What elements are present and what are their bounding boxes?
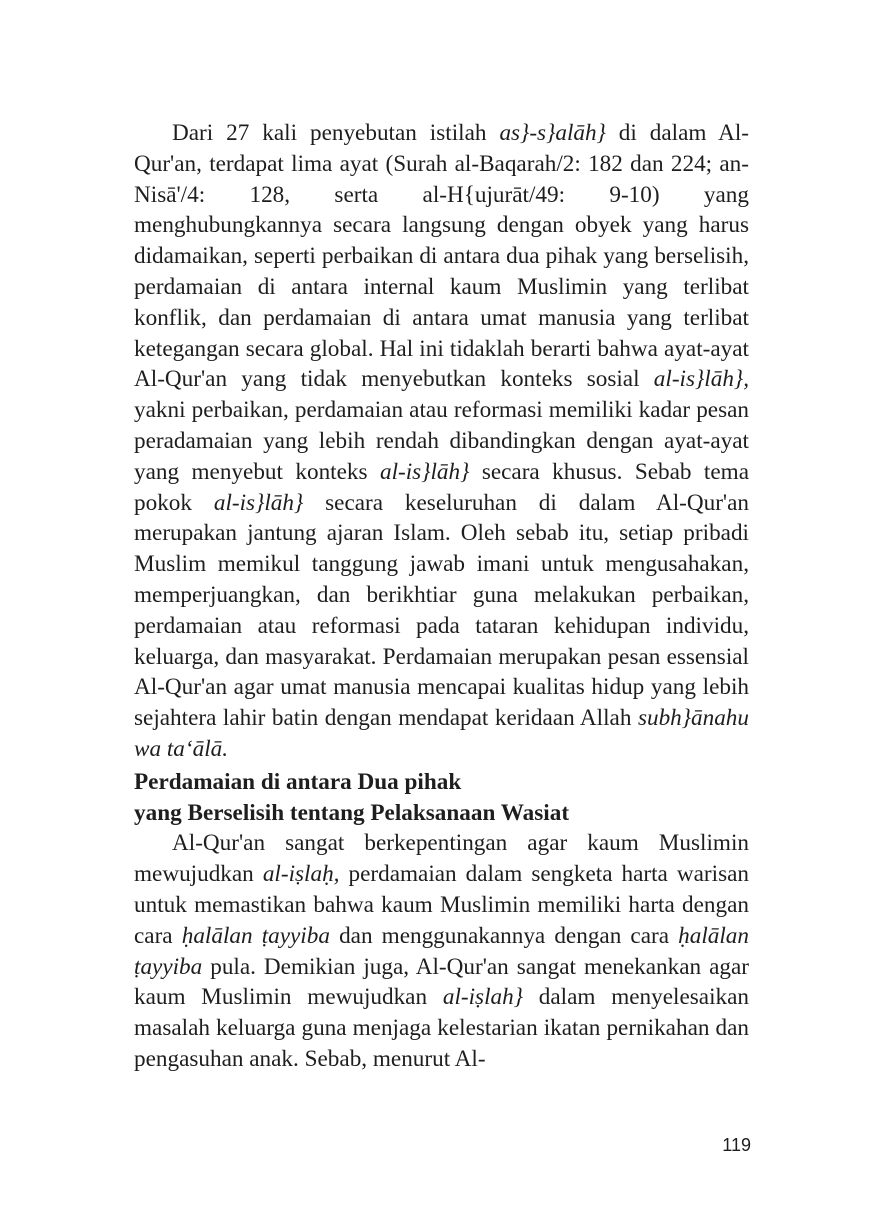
italic-term: al-is}lāh} bbox=[213, 489, 304, 516]
text-run: Al-Qur'an sangat berkepentingan agar kaum Muslimin mewujudkan bbox=[134, 830, 749, 888]
italic-term: al-iṣlaḥ, bbox=[262, 861, 340, 888]
text-run: dan menggunakannya dengan cara bbox=[329, 922, 679, 949]
italic-term: al-is}lāh}, bbox=[653, 366, 749, 393]
italic-term: subh}ānahu wa ta‘ālā. bbox=[134, 705, 749, 762]
page-number: 119 bbox=[722, 1135, 751, 1155]
italic-term: as}-s}alāh} bbox=[499, 120, 606, 146]
text-run: secara khusus. Sebab tema pokok bbox=[134, 458, 749, 516]
section-heading-line-1: Perdamaian di antara Dua pihak bbox=[134, 768, 462, 795]
section-heading bbox=[134, 767, 749, 829]
text-run: Dari 27 kali penyebutan istilah bbox=[172, 120, 500, 146]
paragraph-1 bbox=[134, 118, 749, 765]
italic-term: al-iṣlah} bbox=[442, 984, 523, 1011]
text-run: dalam menyelesaikan masalah keluarga guna menjaga kelestarian ikatan pernikahan dan pengasuhan anak. Sebab, menurut Al- bbox=[134, 984, 750, 1072]
text-run: di dalam Al-Qur'an, terdapat lima ayat (Surah al-Baqarah/2: 182 dan 224; an-Nisā'/4: 128, serta al-H{ujurāt/49: 9-10) yang menghubungkannya secara langsung dengan obyek yang harus didamaikan, seperti perbaikan di antara dua pihak yang berselisih, perdamaian di antara internal kaum Muslimin yang terlibat konflik, dan perdamaian di antara umat manusia yang terlibat ketegangan secara global. Hal ini tidaklah berarti bahwa ayat-ayat Al-Qur'an yang tidak menyebutkan konteks sosial bbox=[134, 120, 749, 393]
italic-term: al-is}lāh} bbox=[379, 458, 470, 485]
italic-term: ḥalālan ṭayyiba bbox=[134, 922, 749, 980]
section-heading-line-2: yang Berselisih tentang Pelaksanaan Wasiat bbox=[134, 799, 570, 826]
text-run: secara keseluruhan di dalam Al-Qur'an merupakan jantung ajaran Islam. Oleh sebab itu, setiap pribadi Muslim memikul tanggung jawab imani untuk mengusahakan, memperjuangkan, dan berikhtiar guna melakukan perbaikan, perdamaian atau reformasi pada tataran kehidupan individu, keluarga, dan masyarakat. Perdamaian merupakan pesan essensial Al-Qur'an agar umat manusia mencapai kualitas hidup yang lebih sejahtera lahir batin dengan mendapat keridaan Allah bbox=[134, 489, 749, 732]
page-body bbox=[134, 118, 749, 1075]
text-run: yakni perbaikan, perdamaian atau reformasi memiliki kadar pesan peradamaian yang lebih rendah dibandingkan dengan ayat-ayat yang menyebut konteks bbox=[134, 397, 749, 485]
text-run: perdamaian dalam sengketa harta warisan untuk memastikan bahwa kaum Muslimin memiliki harta dengan cara bbox=[134, 861, 749, 949]
paragraph-2 bbox=[134, 828, 749, 1074]
text-run: pula. Demikian juga, Al-Qur'an sangat menekankan agar kaum Muslimin mewujudkan bbox=[134, 953, 749, 1011]
italic-term: ḥalālan ṭayyiba bbox=[181, 922, 330, 949]
